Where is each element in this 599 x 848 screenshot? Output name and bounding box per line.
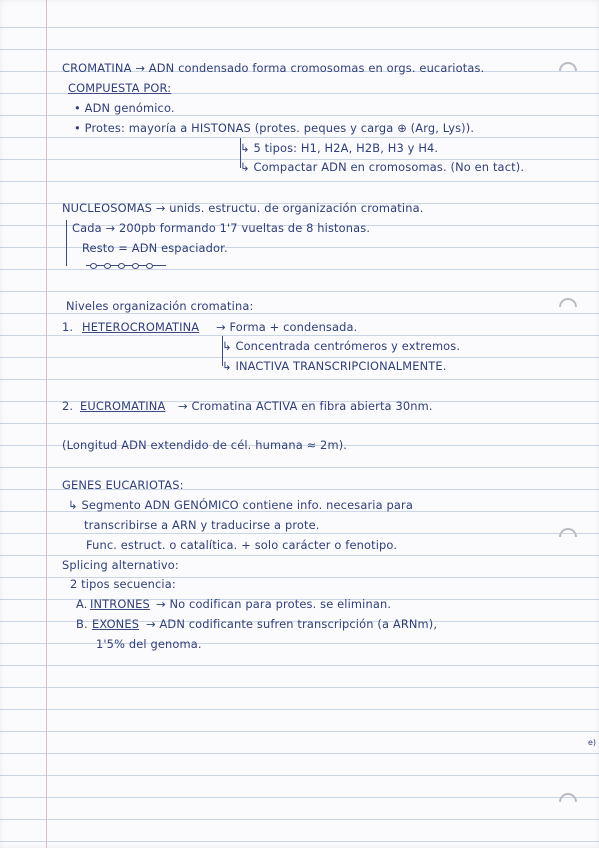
nucleosome-sketch (86, 265, 166, 268)
line-longitud-adn: (Longitud ADN extendido de cél. humana ≈ 2m). (62, 438, 348, 452)
intrones-term: INTRONES (90, 597, 150, 611)
binder-hole-3 (559, 528, 577, 537)
heterocromatina-term: HETEROCROMATINA (82, 320, 200, 334)
line-no-codifican: → No codifican para protes. se eliminan. (156, 597, 392, 611)
line-inactiva: ↳ INACTIVA TRANSCRIPCIONALMENTE. (222, 359, 447, 373)
line-cada-200pb: Cada → 200pb formando 1'7 vueltas de 8 histonas. (72, 221, 371, 235)
stray-mark: e) (588, 738, 597, 747)
eucromatina-number: 2. (62, 399, 74, 413)
line-2-tipos: 2 tipos secuencia: (70, 577, 176, 591)
line-5-tipos: ↳ 5 tipos: H1, H2A, H2B, H3 y H4. (240, 141, 439, 155)
line-adn-codificante: → ADN codificante sufren transcripción (a ARNm), (146, 617, 438, 631)
exones-term: EXONES (92, 617, 140, 631)
eucromatina-term: EUCROMATINA (80, 399, 166, 413)
binder-hole-2 (559, 298, 577, 307)
bracket-arrow (66, 220, 67, 266)
line-splicing: Splicing alternativo: (62, 558, 179, 572)
line-compactar-adn: ↳ Compactar ADN en cromosomas. (No en tact). (240, 160, 525, 174)
line-nucleosomas: NUCLEOSOMAS → unids. estructu. de organización cromatina. (62, 201, 424, 215)
line-transcribirse: transcribirse a ARN y traducirse a prote. (84, 518, 320, 532)
line-genoma-percent: 1'5% del genoma. (96, 637, 202, 651)
binder-hole-1 (559, 62, 577, 71)
line-segmento-adn: ↳ Segmento ADN GENÓMICO contiene info. necesaria para (68, 498, 413, 512)
line-adn-genomico: • ADN genómico. (74, 101, 175, 115)
line-cromatina-activa: → Cromatina ACTIVA en fibra abierta 30nm. (178, 399, 433, 413)
heterocromatina-number: 1. (62, 320, 74, 334)
line-resto-adn: Resto = ADN espaciador. (82, 241, 228, 255)
line-funcion: Func. estruct. o catalítica. + solo carácter o fenotipo. (86, 538, 398, 552)
line-forma-condensada: → Forma + condensada. (216, 320, 358, 334)
line-concentrada-centromeros: ↳ Concentrada centrómeros y extremos. (222, 339, 461, 353)
line-niveles-organizacion: Niveles organización cromatina: (66, 299, 254, 313)
intrones-letter: A. (76, 597, 88, 611)
line-protes-histonas: • Protes: mayoría a HISTONAS (protes. peques y carga ⊕ (Arg, Lys)). (74, 121, 475, 135)
line-cromatina-definition: CROMATINA → ADN condensado forma cromosomas en orgs. eucariotas. (62, 61, 485, 75)
line-genes-eucariotas: GENES EUCARIOTAS: (62, 478, 184, 492)
margin-line (46, 0, 47, 848)
binder-hole-4 (559, 793, 577, 802)
line-compuesta-por: COMPUESTA POR: (68, 81, 172, 95)
exones-letter: B. (76, 617, 88, 631)
